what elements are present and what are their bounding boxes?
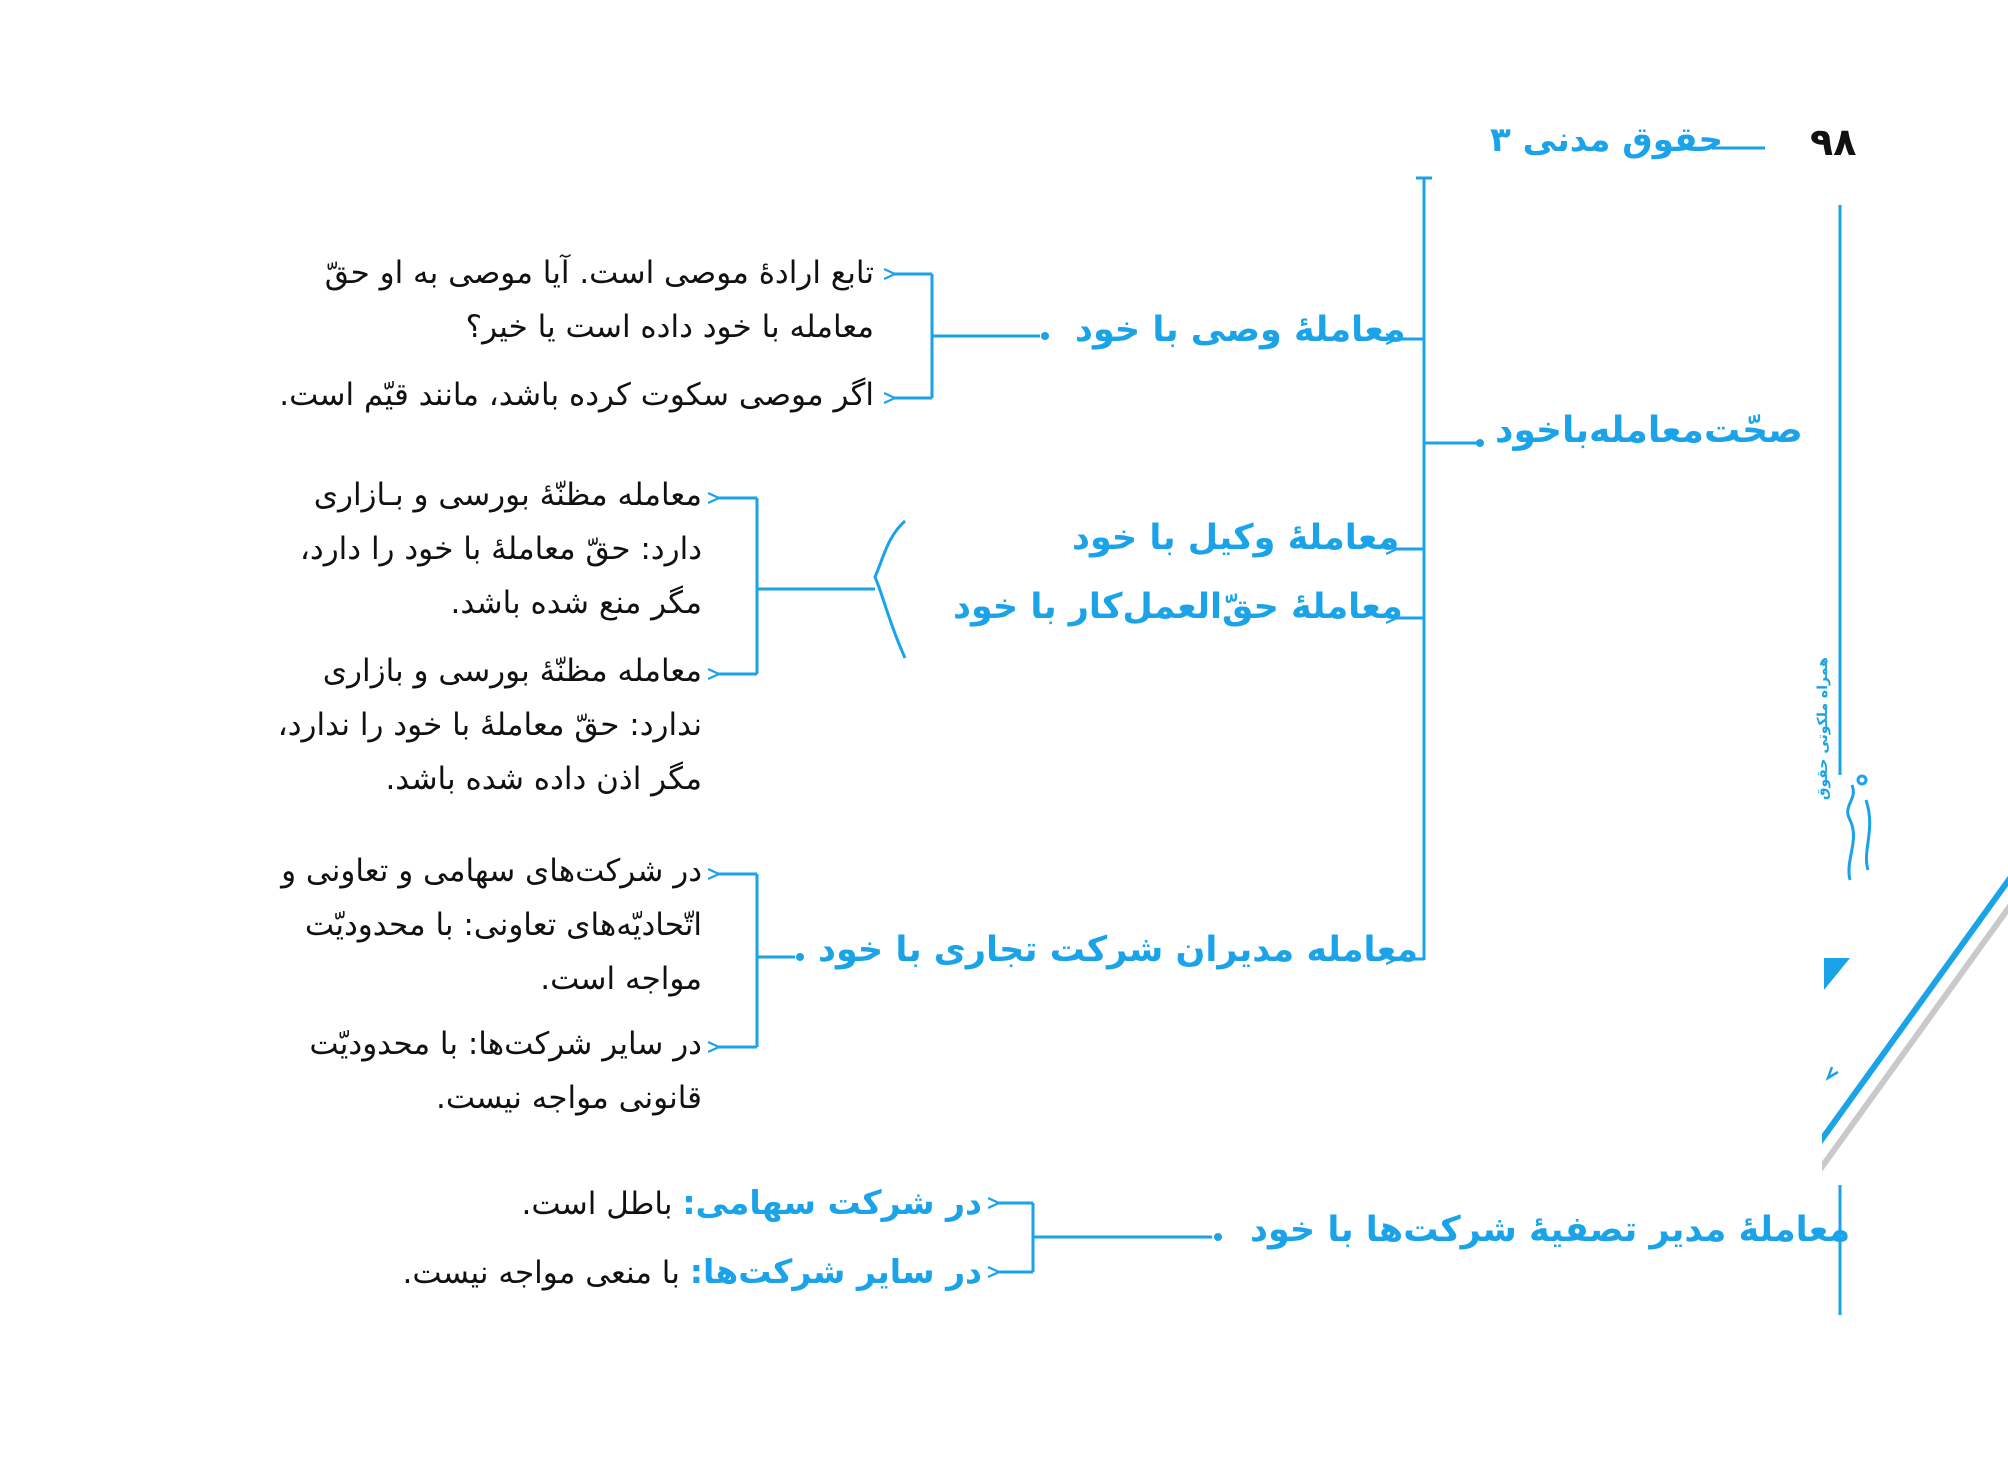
decorative-stripes <box>1742 770 2008 1250</box>
item-text: با منعی مواجه نیست. <box>402 1255 680 1291</box>
liquidator-title: معاملهٔ مدیر تصفیهٔ شرکت‌ها با خود <box>1250 1210 1851 1250</box>
liquidator-item-1 <box>430 1180 982 1227</box>
branch-commission-agent-title: معاملهٔ حقّ‌العمل‌کار با خود <box>953 587 1403 627</box>
branch-executor-item-1 <box>262 246 874 354</box>
running-title: حقوق مدنی ۳ <box>1490 120 1723 160</box>
item-line: معامله مظنّهٔ بورسی و بـازاری <box>313 477 702 513</box>
item-line: معامله با خود داده است یا خیر؟ <box>465 309 874 345</box>
item-label: در شرکت سهامی: <box>682 1183 982 1222</box>
branch-directors-item-1 <box>262 844 702 1006</box>
item-line: ندارد: حقّ معاملهٔ با خود را ندارد، <box>277 707 702 743</box>
item-line: در سایر شرکت‌ها: با محدودیّت <box>309 1026 702 1062</box>
main-topic: صحّت‌معامله‌باخود <box>1495 410 1803 451</box>
corner-triangle <box>1824 958 1850 990</box>
item-line: در شرکت‌های سهامی و تعاونی و <box>281 853 702 889</box>
branch-executor-title: معاملهٔ وصی با خود <box>1075 310 1406 350</box>
branch-executor-item-2: اگر موصی سکوت کرده باشد، مانند قیّم است. <box>279 377 874 413</box>
item-line: تابع ارادهٔ موصی است. آیا موصی به او حقّ <box>324 255 874 291</box>
branch-agent-title: معاملهٔ وکیل با خود <box>1072 518 1400 558</box>
branch-agent-item-2 <box>262 644 702 806</box>
page-number: ۹۸ <box>1810 120 1857 164</box>
item-line: مگر منع شده باشد. <box>450 585 702 621</box>
liquidator-item-2 <box>380 1249 982 1296</box>
branch-agent-item-1 <box>262 468 702 630</box>
item-line: اتّحادیّه‌های تعاونی: با محدودیّت <box>304 907 702 943</box>
logo-text: همراه ملکوتی حقوق <box>1815 657 1831 800</box>
item-line: مگر اذن داده شده باشد. <box>385 761 702 797</box>
item-line: قانونی مواجه نیست. <box>435 1080 702 1116</box>
branch-directors-item-2 <box>262 1017 702 1125</box>
item-line: مواجه است. <box>540 961 702 997</box>
item-label: در سایر شرکت‌ها: <box>689 1252 982 1291</box>
publisher-logo-icon <box>1848 776 1870 880</box>
branch-directors-title: معامله مدیران شرکت تجاری با خود <box>818 930 1419 970</box>
item-text: باطل است. <box>521 1186 673 1222</box>
item-line: دارد: حقّ معاملهٔ با خود را دارد، <box>299 531 702 567</box>
item-line: معامله مظنّهٔ بورسی و بازاری <box>322 653 702 689</box>
stripe-arrow-icon <box>1828 1067 1838 1078</box>
